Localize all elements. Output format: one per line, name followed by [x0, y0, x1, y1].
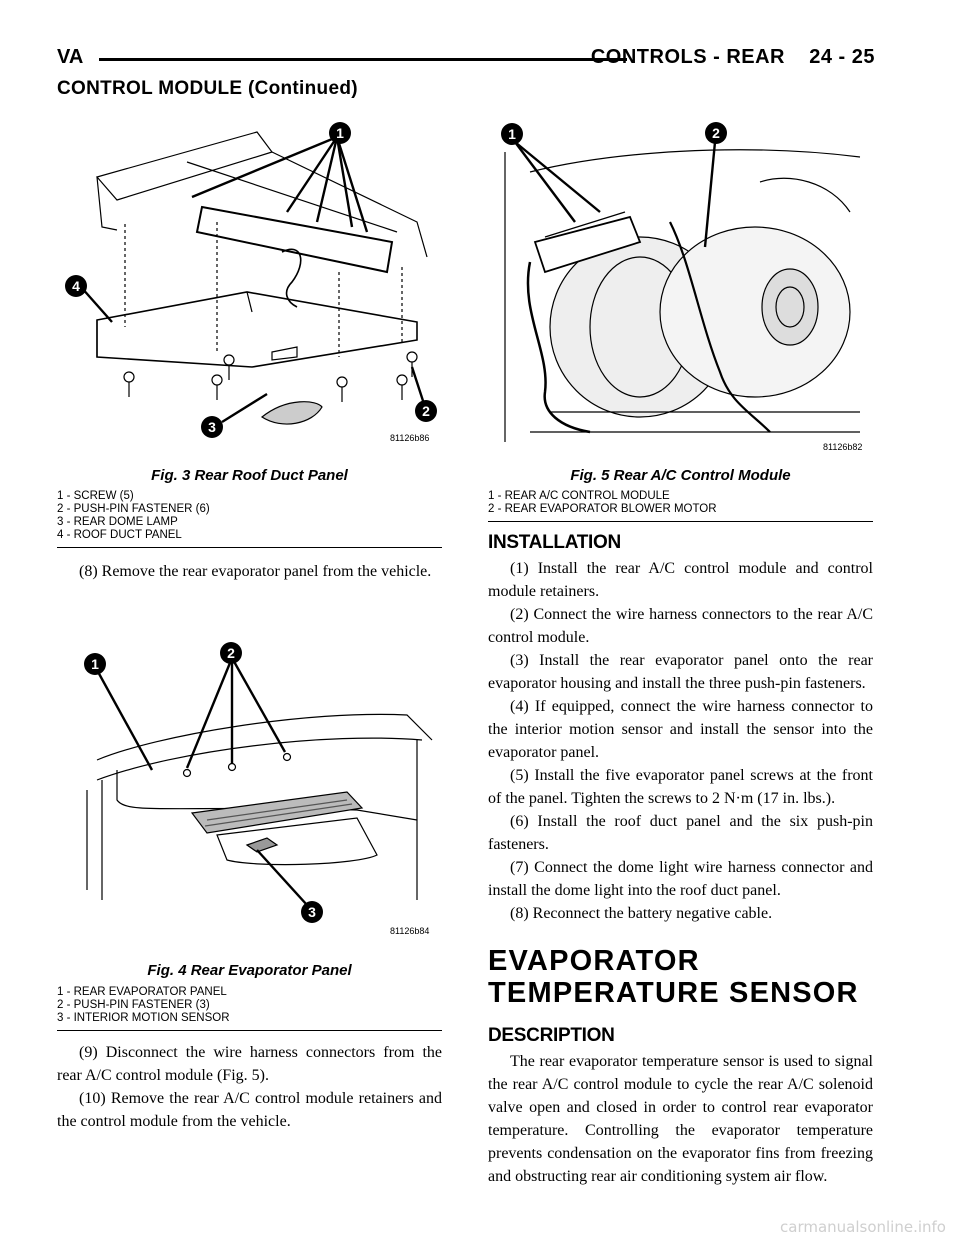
fig3-legend-item: 1 - SCREW (5) [57, 490, 134, 502]
fig4-legend-item: 2 - PUSH-PIN FASTENER (3) [57, 999, 210, 1011]
fig3-rule [57, 547, 442, 548]
fig3-legend-item: 4 - ROOF DUCT PANEL [57, 529, 182, 541]
page-header [57, 46, 875, 74]
installation-step: (3) Install the rear evaporator panel onto the rear evaporator housing and install the three push-pin fasteners. [488, 652, 873, 692]
installation-steps [488, 557, 873, 925]
fig4-rule [57, 1030, 442, 1031]
installation-step: (8) Reconnect the battery negative cable. [510, 905, 773, 922]
fig5-legend-item: 2 - REAR EVAPORATOR BLOWER MOTOR [488, 503, 717, 515]
fig3-title: Fig. 3 Rear Roof Duct Panel [151, 467, 348, 484]
installation-step: (5) Install the five evaporator panel screws at the front of the panel. Tighten the screws to 2 N·m (17 in. lbs.). [488, 767, 873, 807]
fig5-rule [488, 521, 873, 522]
continued-heading: CONTROL MODULE (Continued) [57, 78, 358, 99]
fig3-callout-4: 4 [72, 278, 80, 294]
header-left: VA [57, 46, 84, 68]
header-right: CONTROLS - REAR 24 - 25 [590, 46, 875, 68]
fig5-legend-item: 1 - REAR A/C CONTROL MODULE [488, 490, 670, 502]
step-10-text: (10) Remove the rear A/C control module retainers and the control module from the vehicle. [57, 1090, 442, 1130]
fig4-legend-item: 3 - INTERIOR MOTION SENSOR [57, 1012, 230, 1024]
description-text: The rear evaporator temperature sensor is used to signal the rear A/C control module to cycle the rear A/C solenoid valve open and closed in order to control rear evaporator temperature. Controlling the evaporator temperature prevents condensation on the evaporator fins from freezing and obstructing rear air conditioning system air flow. [488, 1053, 873, 1185]
figure-4 [57, 640, 442, 940]
description-heading: DESCRIPTION [488, 1025, 615, 1046]
installation-step: (6) Install the roof duct panel and the six push-pin fasteners. [488, 813, 873, 853]
watermark: carmanualsonline.info [780, 1218, 946, 1236]
fig5-callout-1: 1 [508, 126, 516, 142]
fig3-legend-item: 3 - REAR DOME LAMP [57, 516, 178, 528]
fig4-legend [57, 986, 442, 1025]
fig3-legend-item: 2 - PUSH-PIN FASTENER (6) [57, 503, 210, 515]
figure-5 [490, 112, 875, 457]
fig5-title: Fig. 5 Rear A/C Control Module [570, 467, 791, 484]
fig3-illustration [57, 112, 442, 447]
fig3-callout-1: 1 [336, 125, 344, 141]
fig3-code: 81126b86 [390, 433, 430, 443]
fig4-callout-1: 1 [91, 656, 99, 672]
header-rule [99, 58, 627, 61]
fig5-illustration [490, 112, 875, 457]
installation-heading: INSTALLATION [488, 532, 621, 553]
installation-step: (7) Connect the dome light wire harness connector and install the dome light into the roof duct panel. [488, 859, 873, 899]
fig4-callout-2: 2 [227, 645, 235, 661]
step-9-text: (9) Disconnect the wire harness connectors from the rear A/C control module (Fig. 5). [57, 1044, 442, 1084]
fig4-illustration [57, 640, 442, 940]
installation-step: (2) Connect the wire harness connectors to the rear A/C control module. [488, 606, 873, 646]
fig5-code: 81126b82 [823, 442, 863, 452]
fig5-callout-2: 2 [712, 125, 720, 141]
figure-3 [57, 112, 442, 447]
fig4-code: 81126b84 [390, 926, 430, 936]
installation-step: (4) If equipped, connect the wire harness connector to the interior motion sensor and install the sensor into the evaporator panel. [488, 698, 873, 761]
fig5-legend [488, 490, 873, 516]
fig3-callout-3: 3 [208, 419, 216, 435]
step-8-text: (8) Remove the rear evaporator panel from the vehicle. [79, 563, 432, 580]
fig3-legend [57, 490, 442, 542]
fig4-title: Fig. 4 Rear Evaporator Panel [147, 962, 352, 979]
installation-step: (1) Install the rear A/C control module and control module retainers. [488, 560, 873, 600]
fig4-legend-item: 1 - REAR EVAPORATOR PANEL [57, 986, 227, 998]
fig4-callout-3: 3 [308, 904, 316, 920]
fig3-callout-2: 2 [422, 403, 430, 419]
evaporator-sensor-heading: EVAPORATOR TEMPERATURE SENSOR [488, 945, 859, 1009]
